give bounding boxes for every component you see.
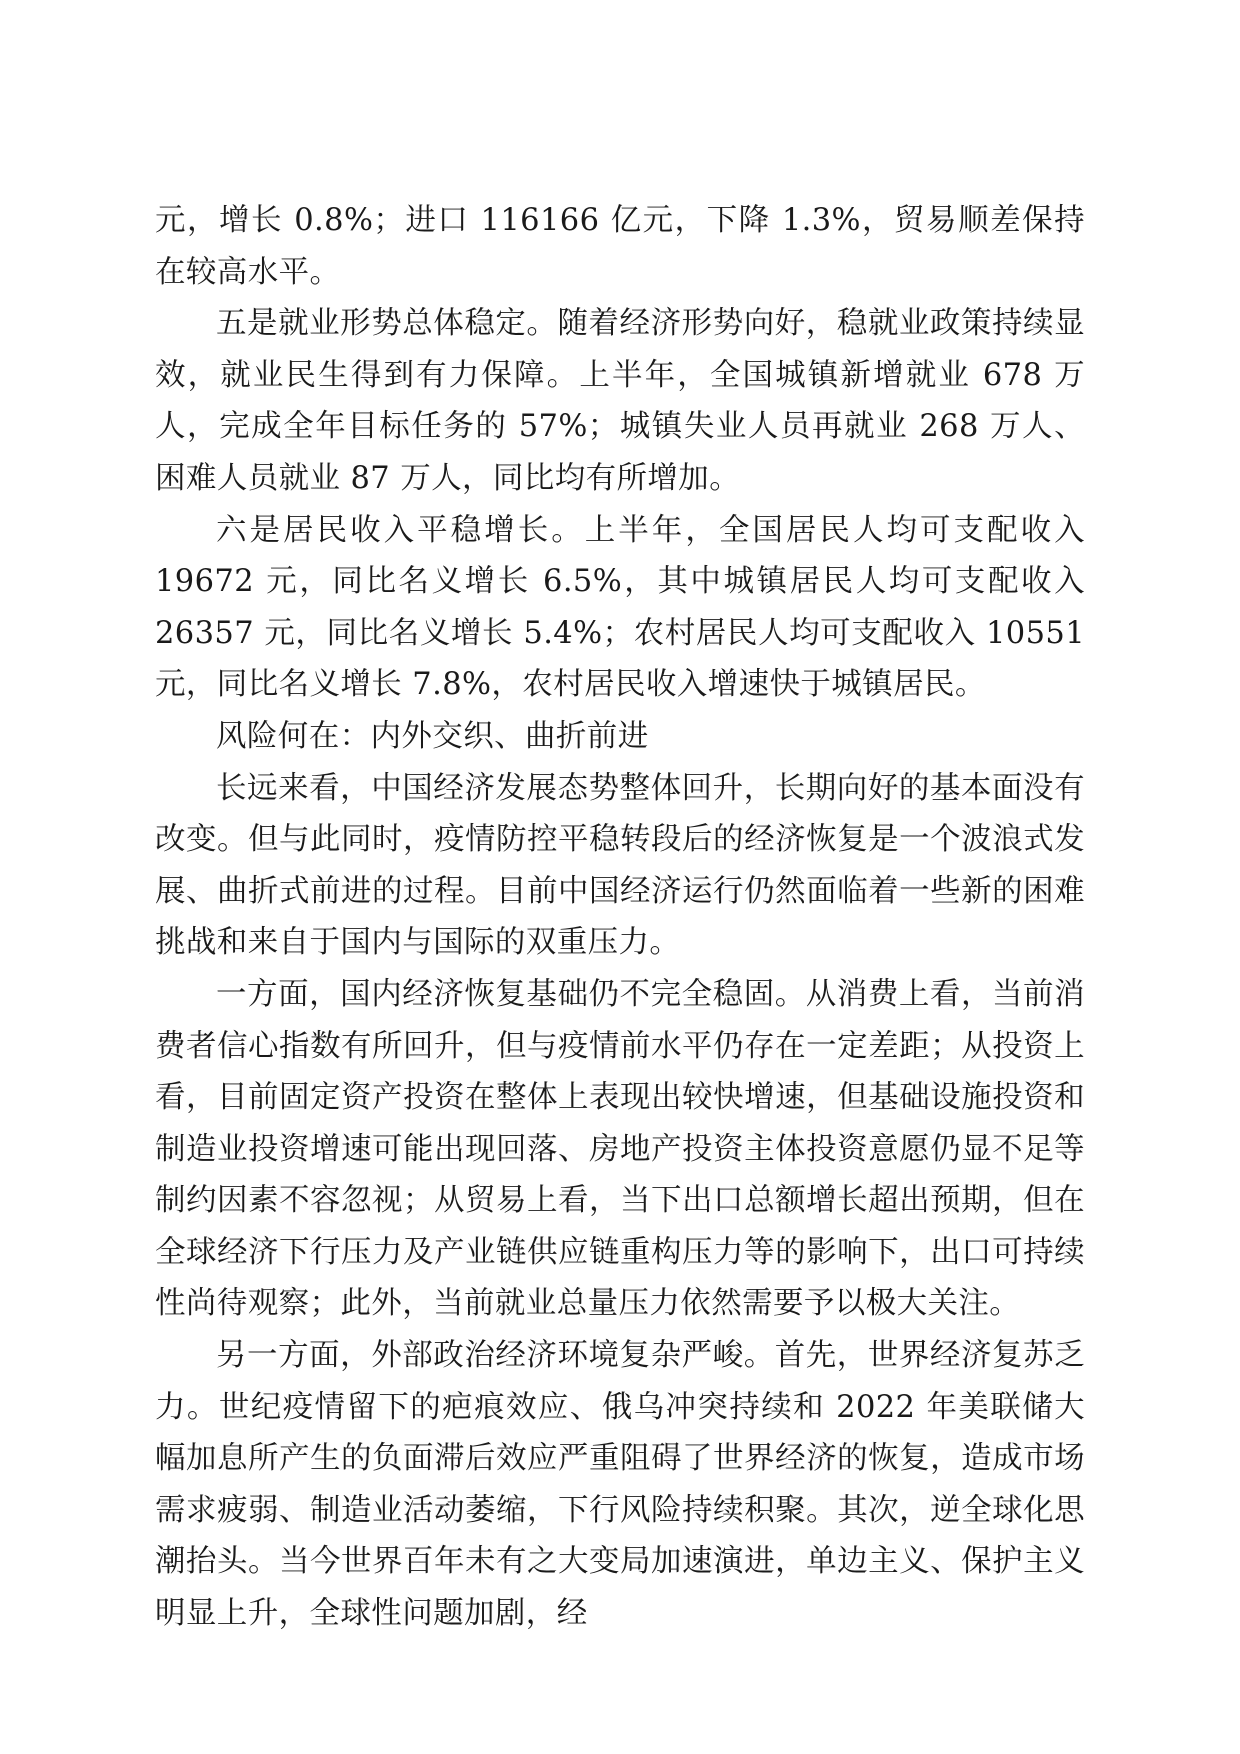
paragraph-employment: 五是就业形势总体稳定。随着经济形势向好，稳就业政策持续显效，就业民生得到有力保障。上半年，全国城镇新增就业 678 万人，完成全年目标任务的 57%；城镇失业人员再就业 268 万人、困难人员就业 87 万人，同比均有所增加。 (155, 306, 1085, 496)
section-heading: 风险何在：内外交织、曲折前进 (216, 718, 649, 754)
document-page (155, 195, 1085, 1640)
paragraph-trade-continuation: 元，增长 0.8%；进口 116166 亿元，下降 1.3%，贸易顺差保持在较高水平。 (155, 203, 1085, 290)
paragraph-long-term-outlook: 长远来看，中国经济发展态势整体回升，长期向好的基本面没有改变。但与此同时，疫情防控平稳转段后的经济恢复是一个波浪式发展、曲折式前进的过程。目前中国经济运行仍然面临着一些新的困难挑战和来自于国内与国际的双重压力。 (155, 770, 1085, 961)
paragraph-income: 六是居民收入平稳增长。上半年，全国居民人均可支配收入 19672 元，同比名义增长 6.5%，其中城镇居民人均可支配收入 26357 元，同比名义增长 5.4%；农村居民人均可支配收入 10551 元，同比名义增长 7.8%，农村居民收入增速快于城镇居民。 (155, 512, 1085, 703)
paragraph-domestic-risks: 一方面，国内经济恢复基础仍不完全稳固。从消费上看，当前消费者信心指数有所回升，但与疫情前水平仍存在一定差距；从投资上看，目前固定资产投资在整体上表现出较快增速，但基础设施投资和制造业投资增速可能出现回落、房地产投资主体投资意愿仍显不足等制约因素不容忽视；从贸易上看，当下出口总额增长超出预期，但在全球经济下行压力及产业链供应链重构压力等的影响下，出口可持续性尚待观察；此外，当前就业总量压力依然需要予以极大关注。 (155, 976, 1085, 1322)
paragraph-external-risks: 另一方面，外部政治经济环境复杂严峻。首先，世界经济复苏乏力。世纪疫情留下的疤痕效应、俄乌冲突持续和 2022 年美联储大幅加息所产生的负面滞后效应严重阻碍了世界经济的恢复，造成市场需求疲弱、制造业活动萎缩，下行风险持续积聚。其次，逆全球化思潮抬头。当今世界百年未有之大变局加速演进，单边主义、保护主义明显上升，全球性问题加剧，经 (155, 1338, 1085, 1632)
